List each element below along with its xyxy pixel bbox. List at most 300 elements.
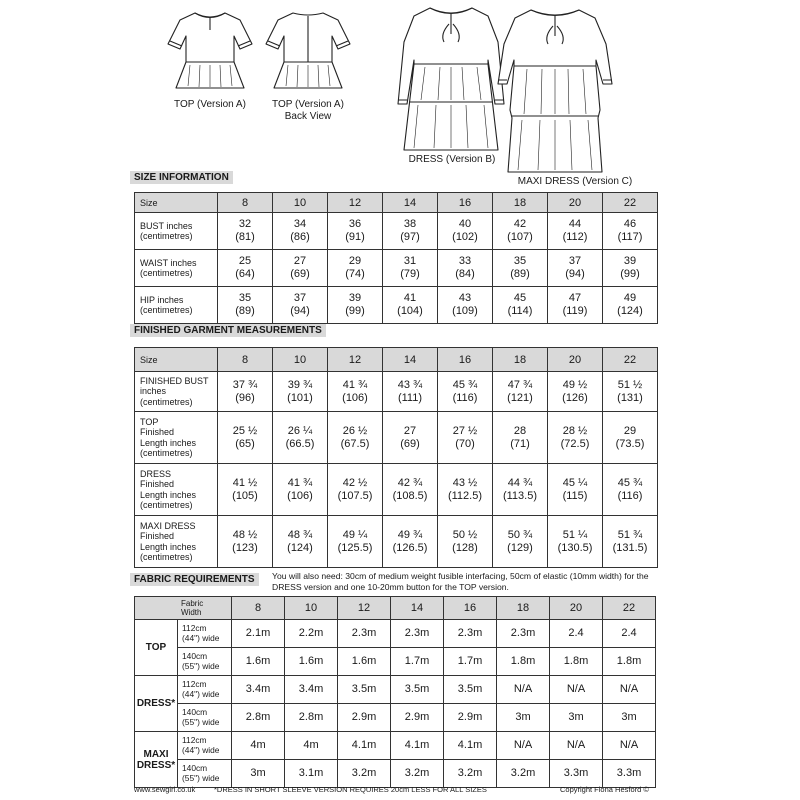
fabric-amount-cell: 2.3m: [391, 620, 444, 648]
value-cm: (112): [562, 231, 588, 243]
value-cell: [438, 372, 493, 412]
value-cm: (74): [345, 268, 365, 280]
fabric-amount-cell: 4m: [285, 732, 338, 760]
finished-garment-title: FINISHED GARMENT MEASUREMENTS: [130, 324, 326, 337]
size-header-cell: 20: [550, 597, 603, 620]
fabric-amount-cell: N/A: [497, 732, 550, 760]
value-cell: [273, 250, 328, 287]
value-cm: (115): [562, 489, 588, 502]
fabric-width-line: 140cm: [182, 651, 208, 661]
row-label-line: (centimetres): [140, 448, 193, 458]
value-cm: (64): [235, 268, 255, 280]
value-inches: 38: [403, 218, 417, 230]
value-inches: 25: [238, 255, 252, 267]
row-label-line: MAXI DRESS: [140, 520, 196, 531]
value-cell: [218, 250, 273, 287]
value-inches: 26 ½: [342, 424, 368, 437]
hip-row: [135, 287, 658, 324]
row-label-line: Finished: [140, 531, 175, 541]
fabric-width-line: (55") wide: [182, 716, 220, 727]
value-cm: (116): [617, 489, 643, 502]
value-cell: [548, 464, 603, 516]
value-cell: [603, 464, 658, 516]
fabric-amount-cell: 2.3m: [338, 620, 391, 648]
fabric-width-line: (55") wide: [182, 660, 220, 671]
value-inches: 29: [348, 255, 362, 267]
fabric-amount-cell: 3.2m: [444, 760, 497, 788]
fabric-amount-cell: 2.8m: [232, 704, 285, 732]
value-cell: [548, 287, 603, 324]
garment-group-line: MAXI: [143, 748, 169, 760]
row-label-line: (centimetres): [140, 500, 193, 510]
row-label: [135, 412, 218, 464]
value-cm: (119): [562, 305, 588, 317]
garment-group-line: TOP: [145, 642, 167, 653]
fabric-amount-cell: 2.9m: [338, 704, 391, 732]
size-header-cell: 10: [285, 597, 338, 620]
value-inches: 51 ½: [617, 378, 643, 391]
value-cell: [383, 412, 438, 464]
row-label-line: inches: [140, 386, 167, 397]
value-inches: 42: [513, 218, 527, 230]
row-label-line: Length inches: [140, 541, 197, 552]
value-cell: [273, 287, 328, 324]
fabric-amount-cell: 1.6m: [338, 648, 391, 676]
value-inches: 27: [293, 255, 307, 267]
fabric-width-line: (44") wide: [182, 688, 220, 699]
value-cell: [383, 213, 438, 250]
value-inches: 47: [568, 292, 582, 304]
value-cell: [493, 464, 548, 516]
value-cm: (128): [452, 541, 478, 554]
value-cell: [218, 412, 273, 464]
value-inches: 51 ¼: [562, 528, 588, 541]
value-cm: (94): [565, 268, 585, 280]
size-information-title: SIZE INFORMATION: [130, 171, 233, 184]
fabric-amount-cell: 3.2m: [497, 760, 550, 788]
fabric-amount-cell: 1.7m: [444, 648, 497, 676]
value-cm: (124): [617, 305, 643, 317]
value-cell: [548, 516, 603, 568]
size-header-cell: 14: [383, 193, 438, 213]
size-header-cell: 8: [232, 597, 285, 620]
size-header-row: [135, 597, 656, 620]
value-inches: 43 ¾: [397, 378, 423, 391]
value-inches: 46: [623, 218, 637, 230]
caption-dress: DRESS (Version B): [408, 154, 496, 165]
row-label-line: Finished: [140, 479, 175, 489]
fabric-width-line: (44") wide: [182, 632, 220, 643]
value-cell: [328, 213, 383, 250]
value-cm: (108.5): [392, 489, 428, 502]
value-inches: 48 ½: [232, 528, 258, 541]
fabric-amount-cell: 3.5m: [391, 676, 444, 704]
caption-top-back: [258, 99, 358, 123]
fabric-amount-cell: 3.1m: [285, 760, 338, 788]
size-header-cell: 12: [338, 597, 391, 620]
row-label-line: TOP: [140, 416, 159, 427]
top-back-illustration: [266, 13, 350, 88]
garment-group-line: DRESS*: [136, 759, 176, 771]
value-inches: 37: [568, 255, 582, 267]
size-header-cell: 12: [328, 193, 383, 213]
value-cm: (104): [397, 305, 423, 317]
value-inches: 45: [513, 292, 527, 304]
value-cm: (107): [507, 231, 533, 243]
value-cell: [493, 412, 548, 464]
row-label-line: HIP inches: [140, 294, 184, 305]
fabric-row: [135, 760, 656, 788]
value-cm: (117): [617, 231, 643, 243]
fabric-amount-cell: 2.9m: [444, 704, 497, 732]
value-inches: 41 ¾: [287, 476, 313, 489]
size-information-table: [134, 192, 658, 324]
value-cell: [493, 213, 548, 250]
fabric-amount-cell: 3.3m: [550, 760, 603, 788]
size-header-cell: 18: [493, 193, 548, 213]
row-label-line: WAIST inches: [140, 257, 197, 268]
size-header-cell: 10: [273, 348, 328, 372]
fabric-amount-cell: 4m: [232, 732, 285, 760]
row-label: [135, 464, 218, 516]
value-cell: [218, 516, 273, 568]
value-inches: 50 ½: [452, 528, 478, 541]
dress-illustration: [398, 8, 504, 150]
size-header-cell: 22: [603, 597, 656, 620]
fabric-amount-cell: 2.4: [603, 620, 656, 648]
fabric-row: [135, 620, 656, 648]
value-cm: (121): [507, 391, 533, 404]
value-inches: 27 ½: [452, 424, 478, 437]
garment-group-label: [135, 620, 178, 676]
fabric-width-cell: [178, 648, 232, 676]
fabric-requirements-title: FABRIC REQUIREMENTS: [130, 573, 259, 586]
value-cm: (66.5): [285, 437, 315, 450]
value-cm: (102): [452, 231, 478, 243]
fabric-width-cell: [178, 704, 232, 732]
fabric-amount-cell: N/A: [497, 676, 550, 704]
bust-row: [135, 213, 658, 250]
value-cm: (91): [345, 231, 365, 243]
value-cm: (126.5): [392, 541, 428, 554]
value-cell: [218, 464, 273, 516]
fabric-amount-cell: 2.4: [550, 620, 603, 648]
fabric-requirements-table: [134, 596, 656, 788]
value-cm: (86): [290, 231, 310, 243]
size-header-cell: 16: [444, 597, 497, 620]
fabric-amount-cell: 1.7m: [391, 648, 444, 676]
value-cell: [438, 516, 493, 568]
finished-garment-table: [134, 347, 658, 568]
fabric-width-cell: [178, 676, 232, 704]
value-inches: 44 ¾: [507, 476, 533, 489]
value-cm: (130.5): [557, 541, 593, 554]
value-cm: (69): [400, 437, 420, 450]
value-inches: 35: [238, 292, 252, 304]
value-inches: 39 ¾: [287, 378, 313, 391]
size-header-cell: 22: [603, 348, 658, 372]
fabric-amount-cell: 1.6m: [285, 648, 338, 676]
fabric-amount-cell: 3m: [603, 704, 656, 732]
value-cell: [328, 372, 383, 412]
value-cell: [328, 287, 383, 324]
size-header-cell: 20: [548, 193, 603, 213]
value-cm: (97): [400, 231, 420, 243]
size-header-cell: 12: [328, 348, 383, 372]
value-cell: [383, 250, 438, 287]
value-cm: (129): [507, 541, 533, 554]
caption-top-back-line1: TOP (Version A): [272, 99, 344, 110]
value-inches: 41 ½: [232, 476, 258, 489]
size-header-cell: 10: [273, 193, 328, 213]
value-cm: (72.5): [560, 437, 590, 450]
fabric-amount-cell: 3.4m: [285, 676, 338, 704]
fabric-amount-cell: 3m: [497, 704, 550, 732]
value-cm: (123): [232, 541, 258, 554]
value-cm: (126): [562, 391, 588, 404]
value-inches: 27: [403, 424, 417, 437]
footer-copyright: Copyright Fiona Hesford ©: [560, 785, 649, 794]
maxi-length-row: [135, 516, 658, 568]
value-cm: (70): [455, 437, 475, 450]
value-cell: [548, 412, 603, 464]
fabric-amount-cell: 4.1m: [391, 732, 444, 760]
caption-top-back-line2: Back View: [284, 111, 332, 122]
top-front-illustration: [168, 13, 252, 88]
value-cell: [218, 213, 273, 250]
fabric-amount-cell: 3.2m: [338, 760, 391, 788]
value-cm: (71): [510, 437, 530, 450]
top-length-row: [135, 412, 658, 464]
value-cell: [438, 287, 493, 324]
garment-group-line: DRESS*: [136, 698, 176, 709]
fabric-width-line: 112cm: [182, 623, 207, 633]
value-inches: 39: [623, 255, 637, 267]
value-inches: 42 ¾: [397, 476, 423, 489]
caption-top-front: TOP (Version A): [174, 99, 246, 110]
value-cell: [438, 213, 493, 250]
value-inches: 45 ¼: [562, 476, 588, 489]
row-label: [135, 372, 218, 412]
maxi-dress-illustration: [498, 10, 612, 172]
value-cell: [493, 372, 548, 412]
value-inches: 48 ¾: [287, 528, 313, 541]
value-cell: [328, 516, 383, 568]
value-cell: [273, 213, 328, 250]
size-header-cell: 16: [438, 348, 493, 372]
value-cm: (65): [235, 437, 255, 450]
value-cell: [383, 372, 438, 412]
value-inches: 47 ¾: [507, 378, 533, 391]
fabric-amount-cell: 4.1m: [444, 732, 497, 760]
fabric-width-line: 140cm: [182, 763, 208, 773]
value-cm: (111): [397, 391, 423, 404]
value-cm: (124): [287, 541, 313, 554]
value-cm: (112.5): [447, 489, 483, 502]
row-label: [135, 250, 218, 287]
garment-group-label: [135, 732, 178, 788]
fabric-width-header-line: Fabric: [181, 599, 204, 608]
size-header-cell: 8: [218, 348, 273, 372]
value-cm: (113.5): [502, 489, 538, 502]
row-label-line: Length inches: [140, 489, 197, 500]
value-inches: 26 ¼: [287, 424, 313, 437]
value-cell: [548, 250, 603, 287]
size-header-row: [135, 348, 658, 372]
fabric-width-line: (44") wide: [182, 744, 220, 755]
value-cm: (89): [235, 305, 255, 317]
fabric-amount-cell: 2.9m: [391, 704, 444, 732]
size-header-cell: 16: [438, 193, 493, 213]
fabric-width-header-line: Width: [181, 608, 202, 617]
fabric-note: You will also need: 30cm of medium weight fusible interfacing, 50cm of elastic (10mm width) for the DRESS version and one 10-20mm button for the TOP version.: [272, 571, 649, 592]
fabric-amount-cell: 3.5m: [338, 676, 391, 704]
fabric-width-cell: [178, 760, 232, 788]
row-label-line: (centimetres): [140, 552, 193, 562]
fabric-amount-cell: 2.3m: [444, 620, 497, 648]
value-cell: [603, 516, 658, 568]
value-cell: [273, 412, 328, 464]
fabric-amount-cell: N/A: [603, 676, 656, 704]
value-cell: [438, 412, 493, 464]
value-cell: [438, 464, 493, 516]
size-header-label: Size: [135, 193, 218, 213]
row-label-line: FINISHED BUST: [140, 375, 209, 386]
fabric-amount-cell: 1.6m: [232, 648, 285, 676]
footer-website: www.sewgirl.co.uk: [134, 785, 196, 794]
fabric-amount-cell: 3.2m: [391, 760, 444, 788]
dress-length-row: [135, 464, 658, 516]
value-inches: 41: [403, 292, 417, 304]
size-header-cell: 20: [548, 348, 603, 372]
size-header-cell: 18: [497, 597, 550, 620]
size-header-cell: 8: [218, 193, 273, 213]
fabric-width-cell: [178, 620, 232, 648]
value-cm: (106): [342, 391, 368, 404]
value-inches: 40: [458, 218, 472, 230]
size-header-cell: 22: [603, 193, 658, 213]
value-inches: 49: [623, 292, 637, 304]
fabric-amount-cell: 3.3m: [603, 760, 656, 788]
value-inches: 50 ¾: [507, 528, 533, 541]
fabric-amount-cell: 3m: [550, 704, 603, 732]
footer-note: *DRESS IN SHORT SLEEVE VERSION REQUIRES 20cm LESS FOR ALL SIZES: [214, 785, 487, 794]
value-cell: [383, 464, 438, 516]
row-label-line: (centimetres): [140, 396, 193, 407]
value-cm: (106): [287, 489, 313, 502]
value-cm: (99): [620, 268, 640, 280]
value-cm: (107.5): [337, 489, 373, 502]
garment-group-label: [135, 676, 178, 732]
value-inches: 51 ¾: [617, 528, 643, 541]
row-label: [135, 213, 218, 250]
fabric-row: [135, 648, 656, 676]
value-inches: 37: [293, 292, 307, 304]
fabric-amount-cell: 2.1m: [232, 620, 285, 648]
value-cell: [328, 464, 383, 516]
value-cm: (81): [235, 231, 255, 243]
value-inches: 41 ¾: [342, 378, 368, 391]
value-cell: [603, 287, 658, 324]
value-cm: (84): [455, 268, 475, 280]
value-inches: 36: [348, 218, 362, 230]
value-cm: (79): [400, 268, 420, 280]
fabric-width-header: [135, 597, 232, 620]
value-inches: 34: [293, 218, 307, 230]
fabric-amount-cell: N/A: [550, 732, 603, 760]
value-inches: 33: [458, 255, 472, 267]
value-cell: [493, 516, 548, 568]
value-inches: 44: [568, 218, 582, 230]
value-inches: 32: [238, 218, 252, 230]
value-inches: 49 ½: [562, 378, 588, 391]
value-cell: [603, 250, 658, 287]
row-label-line: DRESS: [140, 468, 172, 479]
row-label-line: (centimetres): [140, 268, 193, 278]
value-cell: [328, 412, 383, 464]
fabric-width-cell: [178, 732, 232, 760]
value-inches: 42 ½: [342, 476, 368, 489]
value-cell: [493, 287, 548, 324]
row-label: [135, 516, 218, 568]
value-cell: [273, 464, 328, 516]
value-cm: (116): [452, 391, 478, 404]
value-cm: (101): [287, 391, 313, 404]
value-cell: [328, 250, 383, 287]
fabric-amount-cell: N/A: [550, 676, 603, 704]
value-cell: [493, 250, 548, 287]
fabric-amount-cell: 3m: [232, 760, 285, 788]
value-inches: 29: [623, 424, 637, 437]
row-label-line: (centimetres): [140, 305, 193, 315]
fabric-amount-cell: 2.8m: [285, 704, 338, 732]
fabric-amount-cell: 3.4m: [232, 676, 285, 704]
value-cell: [603, 412, 658, 464]
value-inches: 49 ¾: [397, 528, 423, 541]
value-cell: [218, 287, 273, 324]
fabric-row: [135, 676, 656, 704]
value-cm: (109): [452, 305, 478, 317]
value-cm: (125.5): [337, 541, 373, 554]
fabric-amount-cell: 1.8m: [497, 648, 550, 676]
value-inches: 35: [513, 255, 527, 267]
value-cell: [438, 250, 493, 287]
value-inches: 45 ¾: [617, 476, 643, 489]
size-header-row: [135, 193, 658, 213]
value-cm: (67.5): [340, 437, 370, 450]
value-inches: 45 ¾: [452, 378, 478, 391]
fabric-row: [135, 704, 656, 732]
value-cell: [383, 516, 438, 568]
fabric-amount-cell: 1.8m: [550, 648, 603, 676]
finished-bust-row: [135, 372, 658, 412]
size-header-cell: 14: [391, 597, 444, 620]
fabric-amount-cell: N/A: [603, 732, 656, 760]
waist-row: [135, 250, 658, 287]
value-cell: [218, 372, 273, 412]
fabric-amount-cell: 3.5m: [444, 676, 497, 704]
value-cm: (73.5): [615, 437, 645, 450]
value-cell: [273, 372, 328, 412]
fabric-amount-cell: 1.8m: [603, 648, 656, 676]
value-cm: (69): [290, 268, 310, 280]
value-cm: (99): [345, 305, 365, 317]
row-label-line: Length inches: [140, 437, 197, 448]
value-cm: (114): [507, 305, 533, 317]
value-inches: 28: [513, 424, 527, 437]
value-inches: 28 ½: [562, 424, 588, 437]
size-header-label: Size: [135, 348, 218, 372]
